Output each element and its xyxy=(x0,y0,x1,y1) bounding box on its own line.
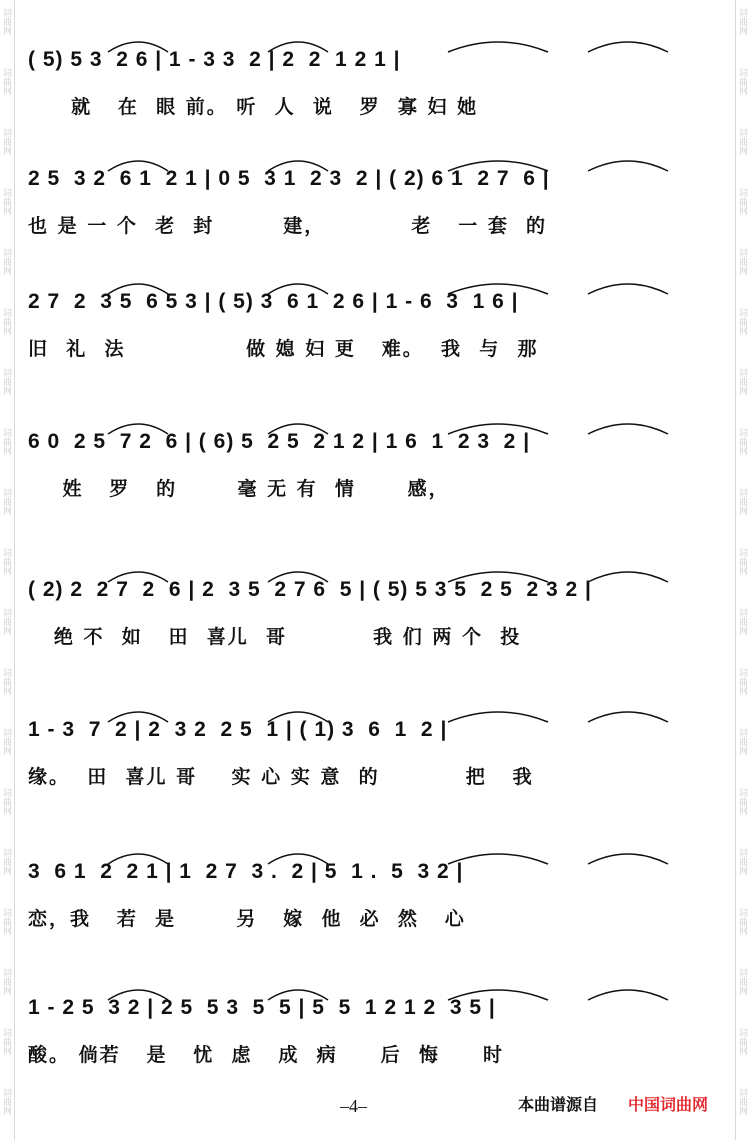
lyric-line: 也 是 一 个 老 封 建， 老 一 套 的 xyxy=(28,215,548,237)
watermark-text: 词曲网 xyxy=(1,908,11,935)
lyric-line: 姓 罗 的 毫 无 有 情 感， xyxy=(28,478,450,500)
watermark-text: 词曲网 xyxy=(1,308,11,335)
watermark-text: 词曲网 xyxy=(737,848,747,875)
watermark-text: 词曲网 xyxy=(737,428,747,455)
watermark-text: 词曲网 xyxy=(1,248,11,275)
watermark-text: 词曲网 xyxy=(737,1028,747,1055)
watermark-text: 词曲网 xyxy=(737,788,747,815)
right-watermark-strip xyxy=(735,0,750,1140)
watermark-text: 词曲网 xyxy=(1,968,11,995)
lyric-line: 恋，我 若 是 另 嫁 他 必 然 心 xyxy=(28,908,466,930)
watermark-text: 词曲网 xyxy=(1,1088,11,1115)
jianpu-notes: 1 - 2 5 3 2 | 2 5 5 3 5 5 | 5 5 1 2 1 2 3 5 | xyxy=(28,996,496,1019)
lyric-line: 旧 礼 法 做 媳 妇 更 难。 我 与 那 xyxy=(28,338,539,360)
watermark-text: 词曲网 xyxy=(737,188,747,215)
jianpu-notes: 2 7 2 3 5 6 5 3 | ( 5) 3 6 1 2 6 | 1 - 6 3 1 6 | xyxy=(28,290,519,313)
lyric-line: 绝 不 如 田 喜儿 哥 我 们 两 个 投 xyxy=(28,626,522,648)
watermark-text: 词曲网 xyxy=(737,248,747,275)
watermark-text: 词曲网 xyxy=(1,188,11,215)
watermark-text: 词曲网 xyxy=(1,128,11,155)
watermark-text: 词曲网 xyxy=(1,428,11,455)
watermark-text: 词曲网 xyxy=(737,968,747,995)
watermark-text: 词曲网 xyxy=(737,68,747,95)
left-watermark-strip xyxy=(0,0,15,1140)
watermark-text: 词曲网 xyxy=(737,128,747,155)
watermark-text: 词曲网 xyxy=(737,728,747,755)
watermark-text: 词曲网 xyxy=(737,488,747,515)
watermark-text: 词曲网 xyxy=(1,68,11,95)
score-system xyxy=(28,167,728,287)
watermark-text: 词曲网 xyxy=(1,1028,11,1055)
watermark-text: 词曲网 xyxy=(737,1088,747,1115)
watermark-text: 词曲网 xyxy=(1,8,11,35)
watermark-text: 词曲网 xyxy=(1,848,11,875)
watermark-text: 词曲网 xyxy=(737,368,747,395)
lyric-line: 酸。 倘若 是 忧 虑 成 病 后 悔 时 xyxy=(28,1044,504,1066)
score-system xyxy=(28,578,728,698)
jianpu-notes: ( 2) 2 2 7 2 6 | 2 3 5 2 7 6 5 | ( 5) 5 3 5 2 5 2 3 2 | xyxy=(28,578,592,601)
watermark-text: 词曲网 xyxy=(1,608,11,635)
score-system xyxy=(28,860,728,980)
watermark-text: 词曲网 xyxy=(737,8,747,35)
score-system xyxy=(28,290,728,410)
watermark-text: 词曲网 xyxy=(1,728,11,755)
watermark-text: 词曲网 xyxy=(1,548,11,575)
score-system xyxy=(28,996,728,1116)
source-name: 中国词曲网 xyxy=(628,1095,709,1114)
source-label: 本曲谱源自 xyxy=(518,1095,599,1114)
watermark-text: 词曲网 xyxy=(1,788,11,815)
jianpu-notes: ( 5) 5 3 2 6 | 1 - 3 3 2 | 2 2 1 2 1 | xyxy=(28,48,401,71)
watermark-text: 词曲网 xyxy=(1,368,11,395)
watermark-text: 词曲网 xyxy=(737,668,747,695)
jianpu-notes: 3 6 1 2 2 1 | 1 2 7 3 . 2 | 5 1 . 5 3 2 | xyxy=(28,860,464,883)
watermark-text: 词曲网 xyxy=(737,548,747,575)
lyric-line: 就 在 眼 前。 听 人 说 罗 寡 妇 她 xyxy=(28,96,479,118)
jianpu-notes: 2 5 3 2 6 1 2 1 | 0 5 3 1 2 3 2 | ( 2) 6 1 2 7 6 | xyxy=(28,167,550,190)
watermark-text: 词曲网 xyxy=(1,668,11,695)
watermark-text: 词曲网 xyxy=(737,308,747,335)
watermark-text: 词曲网 xyxy=(1,488,11,515)
jianpu-notes: 6 0 2 5 7 2 6 | ( 6) 5 2 5 2 1 2 | 1 6 1 2 3 2 | xyxy=(28,430,531,453)
watermark-text: 词曲网 xyxy=(737,908,747,935)
watermark-text: 词曲网 xyxy=(737,608,747,635)
page-number: –4– xyxy=(340,1096,367,1116)
score-system xyxy=(28,718,728,838)
jianpu-notes: 1 - 3 7 2 | 2 3 2 2 5 1 | ( 1) 3 6 1 2 | xyxy=(28,718,448,741)
score-system xyxy=(28,430,728,550)
lyric-line: 缘。 田 喜儿 哥 实 心 实 意 的 把 我 xyxy=(28,766,534,788)
